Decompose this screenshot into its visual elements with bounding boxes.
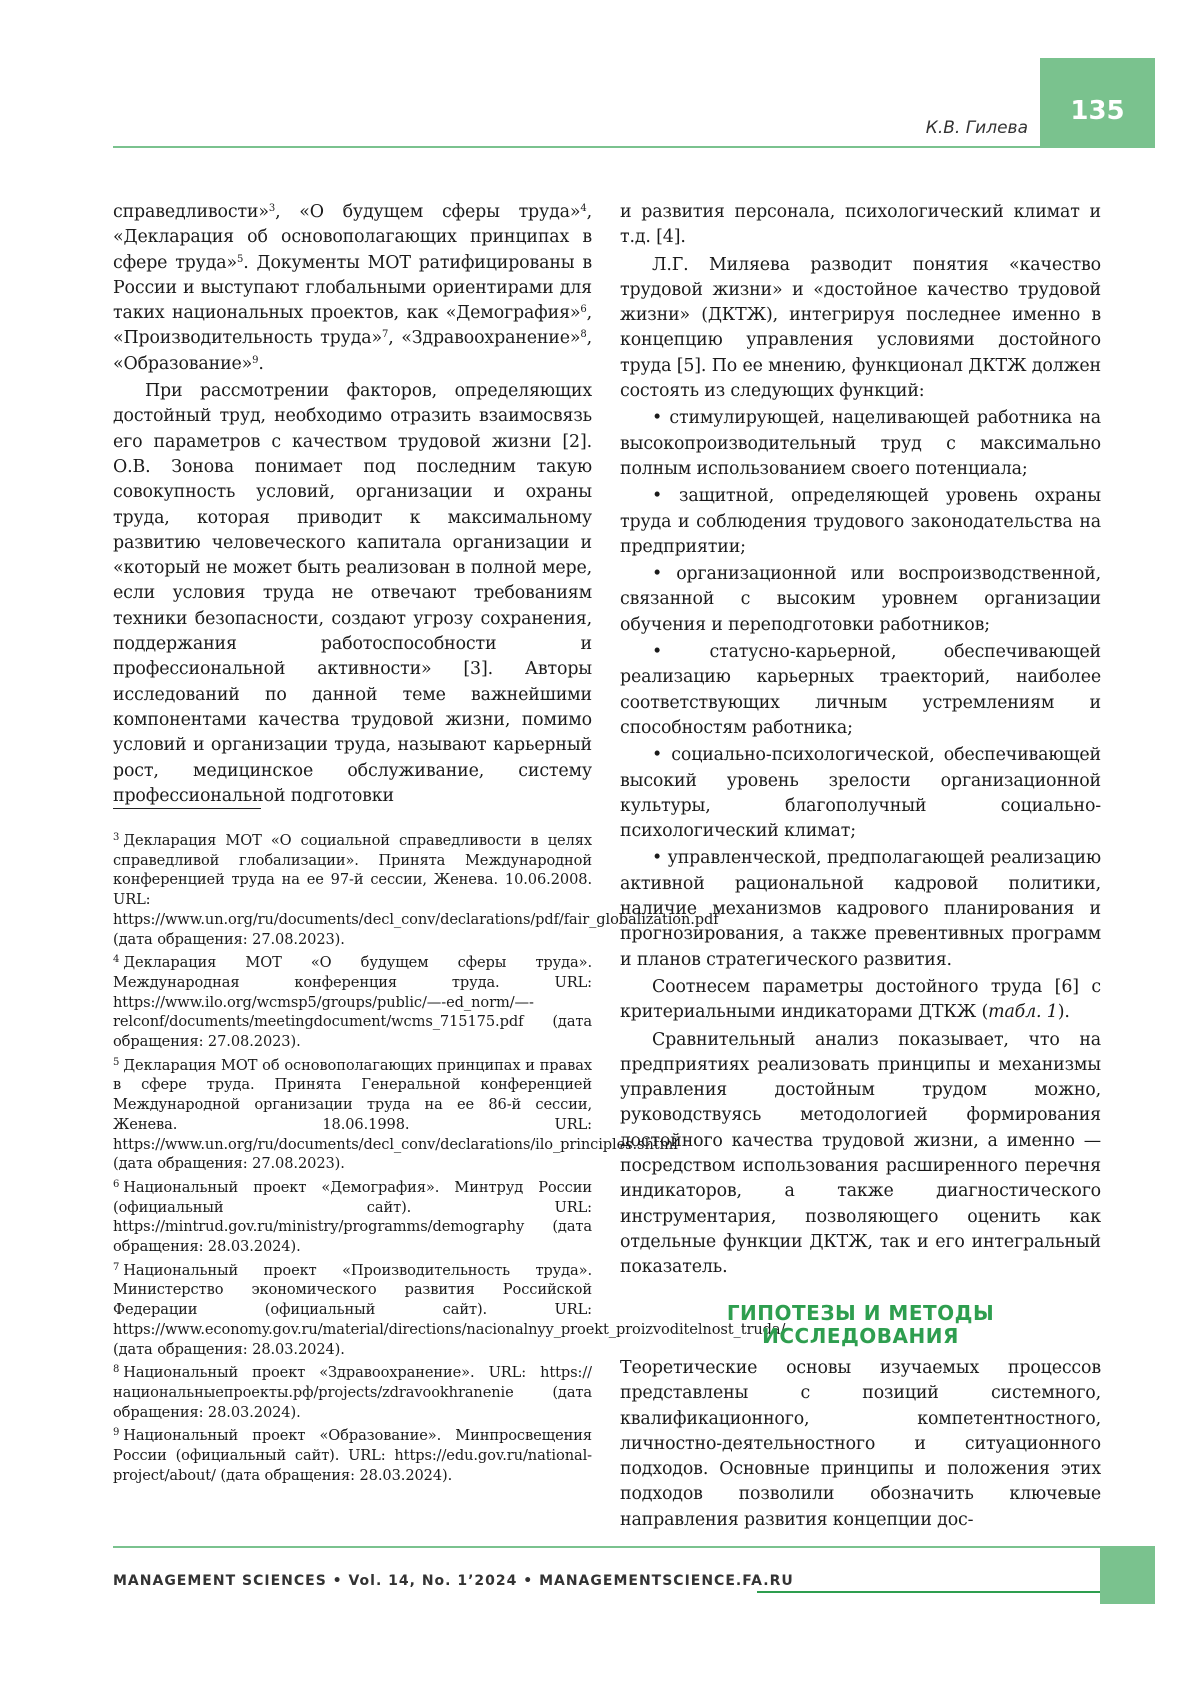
footnote-rule xyxy=(113,808,261,809)
footnote: $^9$ Национальный проект «Образование». Минпросвещения России (официальный сайт). URL: https://edu.gov.ru/national-project/about/ (дата обращения: 28.03.2024). xyxy=(113,1427,592,1484)
running-head-author: К.В. Гилева xyxy=(925,118,1028,138)
list-item: • защитной, определяющей уровень охраны труда и соблюдения трудового законодательства на предприятии; xyxy=(620,486,1101,557)
footnote: $^4$ Декларация МОТ «О будущем сферы труда». Международная конференция труда. URL: https://www.ilo.org/wcmsp5/groups/public/—-ed_norm/—-relconf/documents/meetingdocument/wcms_715175.pdf (дата обращения: 27.08.2023). xyxy=(113,954,592,1051)
footer-accent-rule xyxy=(757,1591,1100,1593)
section-heading: ГИПОТЕЗЫ И МЕТОДЫ ИССЛЕДОВАНИЯ xyxy=(726,1301,995,1348)
list-item: • статусно-карьерной, обеспечивающей реализацию карьерных траекторий, наиболее соответствующих личным устремлениям и способностям работника; xyxy=(620,642,1101,738)
list-item: • социально-психологической, обеспечивающей высокий уровень зрелости организационной культуры, благополучный социально-психологический климат; xyxy=(620,745,1101,842)
footnotes xyxy=(113,831,786,1490)
footer-box xyxy=(1100,1546,1155,1604)
table-reference: табл. 1 xyxy=(988,1002,1058,1023)
list-item: • организационной или воспроизводственной, связанной с высоким уровнем организации обучения и переподготовки работников; xyxy=(620,564,1101,635)
right-column xyxy=(620,200,1101,1280)
section-paragraph-1: Теоретические основы изучаемых процессов представлены с позиций системного, квалификационного, компетентностного, личностно-деятельностного и ситуационного подходов. Основные принципы и положения этих подходов позволили обозначить ключевые направления развития концепции дос- xyxy=(620,1358,1101,1530)
list-item: • управленческой, предполагающей реализацию активной рациональной кадровой политики, наличие механизмов кадрового планирования и прогнозирования, а также превентивных программ и планов стратегического развития. xyxy=(620,848,1101,970)
left-paragraph-1: справедливости»$^3$, «О будущем сферы труда»$^4$, «Декларация об основополагающих принципах в сфере труда»$^5$. Документы МОТ ратифицированы в России и выступают глобальными ориентирами для таких национальных проектов, как «Демография»$^6$, «Производительность труда»$^7$, «Здравоохранение»$^8$, «Образование»$^9$. xyxy=(113,202,593,374)
journal-footer: MANAGEMENT SCIENCES • Vol. 14, No. 1’2024 • MANAGEMENTSCIENCE.FA.RU xyxy=(113,1573,794,1589)
footnote: $^8$ Национальный проект «Здравоохранение». URL: https://национальныепроекты.рф/projects/zdravookhranenie (дата обращения: 28.03.2024). xyxy=(113,1364,592,1421)
right-paragraph-1: и развития персонала, психологический климат и т.д. [4]. xyxy=(620,202,1101,248)
footnote: $^3$ Декларация МОТ «О социальной справедливости в целях справедливой глобализации». Принята Международной конференцией труда на ее 97-й сессии, Женева. 10.06.2008. URL: https://www.un.org/ru/documents/decl_conv/declarations/pdf/fair_globalization.pdf (дата обращения: 27.08.2023). xyxy=(113,832,719,948)
page-number: 135 xyxy=(1070,96,1125,126)
header-rule xyxy=(113,146,1155,148)
right-paragraph-2: Л.Г. Миляева разводит понятия «качество трудовой жизни» и «достойное качество трудовой жизни» (ДКТЖ), интегрируя последнее именно в концепцию управления условиями достойного труда [5]. По ее мнению, функционал ДКТЖ должен состоять из следующих функций: xyxy=(620,254,1101,402)
footnote: $^6$ Национальный проект «Демография». Минтруд России (официальный сайт). URL: https://mintrud.gov.ru/ministry/programms/demography (дата обращения: 28.03.2024). xyxy=(113,1178,592,1256)
left-column xyxy=(113,200,592,809)
left-paragraph-2: При рассмотрении факторов, определяющих достойный труд, необходимо отразить взаимосвязь его параметров с качеством трудовой жизни [2]. О.В. Зонова понимает под последним такую совокупность условий, организации и охраны труда, которая приводит к максимальному развитию человеческого капитала организации и «который не может быть реализован в полной мере, если условия труда не отвечают требованиям техники безопасности, создают угрозу сохранения, поддержания работоспособности и профессиональной активности» [3]. Авторы исследований по данной теме важнейшими компонентами качества трудовой жизни, помимо условий и организации труда, называют карьерный рост, медицинское обслуживание, систему профессиональной подготовки xyxy=(113,381,592,806)
list-item: • стимулирующей, нацеливающей работника на высокопроизводительный труд с максимально полным использованием своего потенциала; xyxy=(620,408,1101,479)
section-body xyxy=(620,1356,1101,1533)
footnote: $^5$ Декларация МОТ об основополагающих принципах и правах в сфере труда. Принята Генеральной конференцией Международной организации труда на ее 86-й сессии, Женева. 18.06.1998. URL: https://www.un.org/ru/documents/decl_conv/declarations/ilo_principles.shtml (дата обращения: 27.08.2023). xyxy=(113,1056,678,1173)
right-paragraph-4: Сравнительный анализ показывает, что на предприятиях реализовать принципы и механизмы управления достойным трудом можно, руководствуясь методологией формирования достойного качества трудовой жизни, а именно — посредством использования расширенного перечня индикаторов, а также диагностического инструментария, позволяющего оценить как отдельные функции ДКТЖ, так и его интегральный показатель. xyxy=(620,1029,1101,1278)
footer-rule xyxy=(113,1546,1155,1548)
right-paragraph-3: Соотнесем параметры достойного труда [6] с критериальными индикаторами ДТКЖ (табл. 1). xyxy=(620,976,1101,1023)
footnote: $^7$ Национальный проект «Производительность труда». Министерство экономического развития Российской Федерации (официальный сайт). URL: https://www.economy.gov.ru/material/directions/nacionalnyy_proekt_proizvoditelnost_truda/ (дата обращения: 28.03.2024). xyxy=(113,1261,786,1358)
